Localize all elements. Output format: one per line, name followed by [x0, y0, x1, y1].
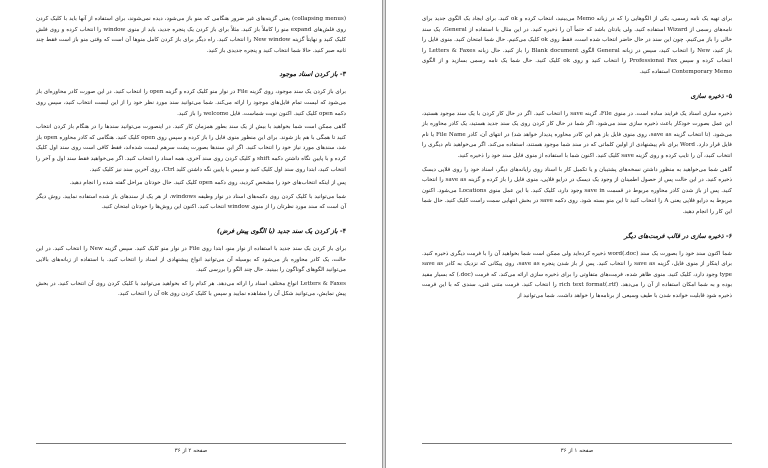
- footer-rule: [422, 443, 732, 444]
- paragraph: برای باز کردن یک سند جدید با استفاده از نوار منو، ابتدا روی File در نوار منو کلیک کنید. سپس گزینه New را انتخاب کنید. در این حالت، یک کادر محاوره باز می‌شود که بوسیله آن می‌توانید انواع پیشنهادی از اسناد را انتخاب کنید. با استفاده از زبانه‌های بالایی می‌توانید الگوهای گوناگون را ببینید. حال چند الگو را بررسی کنید.: [36, 245, 346, 274]
- paragraph: شما می‌توانید با کلیک کردن روی دکمه‌های اسناد در نوار وظیفه windows، از هر یک از سندهای باز شده استفاده نمایید. روش دیگر آن است که سند مورد نظرتان را از منوی window انتخاب کنید. اکنون این روش‌ها را خودتان امتحان کنید.: [36, 193, 346, 211]
- section-title: ذخیره سازی در قالب فرمت‌های دیگر: [624, 231, 724, 240]
- section-number: ۶-: [725, 231, 732, 240]
- paragraph: ذخیره سازی اسناد یک فرایند ساده است. در منوی File، گزینه save را انتخاب کنید. اگر در حال کار کردن با یک سند موجود هستید، این عمل بصورت خودکار باعث ذخیره سازی سند می‌شود. اگر شما در حال کار کردن روی یک سند جدید هستید، یک کادر محاوره باز می‌شود. (تا انتخاب گزینه save as، روی منوی فایل باز هم این کادر محاوره پدیدار خواهد شد) در انتهای آن، کادر File Name یا نام فایل قرار دارد. Word برای نام پیشنهادی از اولین کلماتی که در سند شما موجود هستند، استفاده می‌کند. اگر می‌خواهید نام دیگری را انتخاب کنید، آن را تایپ کرده و روی گزینه save کلیک کنید. اکنون شما با استفاده از منوی فایل سند خود را ذخیره کنید.: [422, 110, 733, 159]
- paragraph: گاهی ممکن است شما بخواهید با بیش از یک سند بطور همزمان کار کنید. در اینصورت می‌توانید سندها را در هنگام باز کردن انتخاب کنید تا همگی با هم باز شوند. برای این منظور منوی فایل را باز کرده و سپس روی open کلیک کنید. هنگامی که کادر محاوره open باز شد، سندهای مورد نیاز خود را انتخاب کنید. اگر این سندها بصورت پشت سرهم لیست شده‌اند، فقط کافی است روی سند اول کلیک کرده و با پایین نگاه داشتن دکمه shift و کلیک کردن روی سند آخری، همه اسناد را انتخاب کنید. اگر می‌خواهید فقط سند اول و آخر را انتخاب کنید، ابتدا روی سند اول کلیک کنید و سپس با پایین نگه داشتن کلید Ctrl، روی آخرین سند نیز کلیک کنید.: [36, 124, 346, 173]
- page-footer: [386, 448, 768, 454]
- footer-rule: [36, 443, 346, 444]
- section-number: ۳-: [339, 70, 346, 79]
- paragraph: برای باز کردن یک سند موجود، روی گزینه File در نوار منو کلیک کرده و گزینه open را انتخاب کنید. در این صورت کادر محاوره‌ای باز می‌شود که لیست تمام فایل‌های موجود را ارائه می‌کند. شما می‌توانید سند مورد نظر خود را از این لیست انتخاب کنید، سپس روی دکمه open کلیک کنید. اکنون نوبت شماست. فایل welcome را باز کنید.: [36, 89, 346, 117]
- page-footer: [0, 448, 382, 454]
- section-heading-saving: [422, 91, 732, 101]
- paragraph: شما اکنون سند خود را بصورت یک سند (doc.)word ذخیره کرده‌اید ولی ممکن است شما بخواهید آن را با فرمت دیگری ذخیره کنید. برای اینکار از منوی فایل، گزینه save as را انتخاب کنید. پس از باز شدن پنجره save as، روی پیکانی که نزدیک به کادر save as type وجود دارد، کلیک کنید. منوی ظاهر شده، فرمت‌های متفاوتی را برای ذخیره سازی ارائه می‌کند. که فرمت (doc.) که بسیار مفید بوده و به شما امکان استفاده از آن را می‌دهد. (rtf.)rich text format را انتخاب کنید. فرمت متنی غنی، سندی که با این فرمت ذخیره شود قابلیت خوانده شدن با طیف وسیعی از برنامه‌ها را خواهد داشت. شما می‌توانید از: [422, 250, 733, 299]
- page-right: [385, 0, 768, 468]
- page-number: صفحه ۲ از ۳۶: [174, 448, 208, 454]
- section-heading-open-documents: [36, 69, 346, 79]
- paragraph: برای تهیه یک نامه رسمی، یکی از الگوهایی را که در زبانه Memo می‌بینید، انتخاب کرده و ok کنید. برای ایجاد یک الگوی جدید برای نامه‌های رسمی از Wizard استفاده کنید. ولی یادتان باشد که حتماً آن را ذخیره کنید. در این مثال با استفاده از General، یک سند خالی را باز می‌کنیم. چون این سند در حال حاضر انتخاب شده است، فقط روی ok کلیک می‌کنیم. حال شما امتحان کنید. منوی فایل را باز کنید، New را انتخاب کنید، سپس در زبانه General الگوی Blank document را باز کنید. حال زبانه Letters & Faxes را انتخاب کرده و سپس Professional Fax را انتخاب کنید و روی ok کلیک کنید. حال شما یک نامه رسمی بسازید و از الگوی Contemporary Memo استفاده کنید.: [422, 16, 733, 75]
- page-left-body: [36, 14, 346, 440]
- paragraph: گاهی شما می‌خواهید به منظور داشتن نسخه‌های پشتیبان و یا تکمیل کار با اسناد روی رایانه‌های دیگر، اسناد خود را روی فلاپی دیسک ذخیره کنید. در این حالت پس از حصول اطمینان از وجود یک دیسک در درایو فلاپی، منوی فایل را باز کرده و گزینه save as را انتخاب کنید. پس از باز شدن کادر محاوره مربوط در قسمت save in وجود دارد، کلیک کنید. با این عمل منوی Locations می‌شود. اکنون مربوط به درایو فلاپی یعنی A را انتخاب کنید تا این منو بسته شود. روی دکمه save در بخش انتهایی سمت راست کلیک کنید. حال شما این کار را انجام دهید.: [422, 166, 732, 215]
- page-left: [0, 0, 383, 468]
- section-number: ۴-: [339, 226, 346, 235]
- paragraph: (collapsing menus) یعنی گزینه‌های غیر ضرور هنگامی که منو باز می‌شود، دیده نمی‌شوند، برای استفاده از آنها باید با کلیک کردن روی فلش‌های expand منو را کاملاً باز کنید. مثلاً برای باز کردن یک پنجره جدید، باید از منوی window را انتخاب کرده و روی فلش کلیک کنید و نهایتاً گزینه New window را انتخاب کنید. راه دیگر برای باز کردن کامل منوها آن است که وقتی منو باز است فقط چند ثانیه صبر کنید. حالا شما انتخاب کنید و پنجره جدیدی باز کنید.: [36, 16, 347, 54]
- paragraph: Letters & Faxes انواع مختلف اسناد را ارائه می‌دهد. هر کدام را که بخواهید می‌توانید با کلیک کردن روی آن انتخاب کنید. در بخش پیش نمایش، می‌توانید شکل آن را مشاهده نمایید و سپس با کلیک کردن روی ok آن را انتخاب کنید.: [36, 280, 346, 298]
- page-right-body: [422, 14, 732, 440]
- section-title: باز کردن یک سند جدید (با الگوی پیش فرض): [216, 226, 338, 235]
- section-number: ۵-: [725, 91, 732, 100]
- section-title: ذخیره سازی: [690, 91, 724, 100]
- section-title: باز کردن اسناد موجود: [279, 70, 338, 79]
- paragraph: پس از اینکه انتخاب‌های خود را مشخص کردید، روی دکمه open کلیک کنید. حال خودتان مراحل گفته شده را انجام دهید.: [69, 180, 346, 187]
- section-heading-save-other-formats: [422, 231, 732, 241]
- page-number: صفحه ۱ از ۳۶: [560, 448, 594, 454]
- section-heading-new-document: [36, 226, 346, 236]
